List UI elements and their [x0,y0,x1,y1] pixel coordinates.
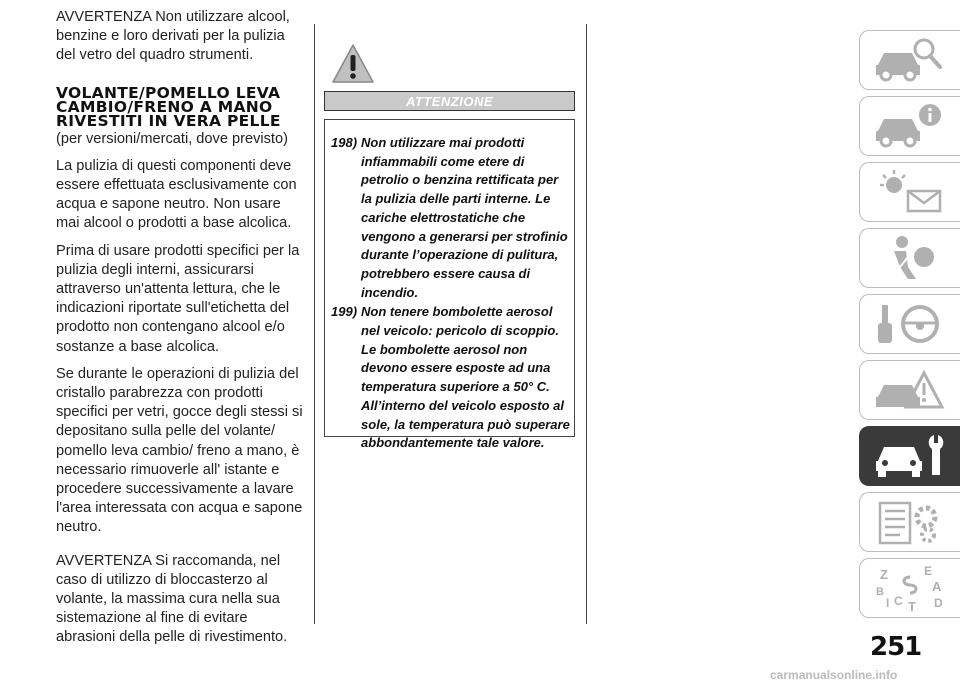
paragraph-steering-lock-warning: AVVERTENZA Si raccomanda, nel caso di utilizzo di bloccasterzo al volante, la massima cura nella sua sistemazione al fine di evitare abrasioni della pelle di rivestimento. [56,552,288,646]
section-heading [56,83,304,130]
paragraph-leather-cleaning: La pulizia di questi componenti deve essere effettuata esclusivamente con acqua e sapone neutro. Non usare mai alcool o prodotti a base alcolica. [56,157,297,232]
paragraph-windscreen-drops: Se durante le operazioni di pulizia del cristallo parabrezza con prodotti specifici per vetri, gocce degli stessi si depositano sulla pelle del volante/ pomello leva cambio/ freno a mano, è necessario rimuoverle all' istante e procedere successivamente a lavare l'area interessata con acqua e sapone neutro. [56,365,303,536]
tab-instrument-panel[interactable] [859,96,960,156]
alphabetical-index-icon [872,563,948,613]
tab-in-an-emergency[interactable] [859,360,960,420]
tab-safety[interactable] [859,228,960,288]
svg-text:A: A [932,579,942,594]
tab-warning-lights[interactable] [859,162,960,222]
warning-item-number: 199) [331,304,358,320]
warning-item [331,303,572,453]
airbag-passenger-icon [872,233,948,283]
tab-index[interactable] [859,558,960,618]
column-divider-left [314,24,315,624]
technical-data-icon [872,497,948,547]
svg-text:D: D [934,596,943,610]
warning-item-text: Non tenere bombolette aerosol nel veicolo: pericolo di scoppio. Le bombolette aerosol non devono essere esposte ad una temperatura superiore a 50° C. All’interno del veicolo esposto al sole, la temperatura può superare abbondantemente tale valore. [361,304,570,451]
warning-item-text: Non utilizzare mai prodotti infiammabili come etere di petrolio o benzina rettificata per la pulizia delle parti interne. Le cariche elettrostatiche che vengono a generarsi per strofinio durante l’operazione di pulitura, potrebbero essere causa di incendio. [361,135,568,300]
warning-title-bar: ATTENZIONE [324,91,575,111]
svg-text:T: T [908,599,916,613]
svg-text:B: B [876,586,884,598]
main-text-column [56,8,304,656]
watermark: carmanualsonline.info [770,668,898,682]
svg-text:E: E [924,564,933,578]
svg-text:I: I [886,596,890,610]
warning-item-number: 198) [331,135,358,150]
car-emergency-icon [872,365,948,415]
column-divider-right [586,24,587,624]
warning-lights-message-icon [872,167,948,217]
warning-item [331,134,572,302]
car-info-icon [872,101,948,151]
chapter-tabs-sidebar [859,30,960,624]
car-maintenance-icon [872,431,948,481]
heading-line-1: VOLANTE/POMELLO LEVA [56,83,281,102]
page-number: 251 [870,632,922,662]
tab-starting-driving[interactable] [859,294,960,354]
tab-servicing-and-care[interactable] [859,426,960,486]
tab-getting-to-know-car[interactable] [859,30,960,90]
heading-line-3: RIVESTITI IN VERA PELLE [56,111,281,130]
section-subheading: (per versioni/mercati, dove previsto) [56,130,288,147]
svg-text:Z: Z [880,567,888,582]
car-search-icon [872,35,948,85]
heading-line-2: CAMBIO/FRENO A MANO [56,97,273,116]
svg-text:C: C [894,594,903,608]
key-steering-wheel-icon [872,299,948,349]
warning-box [324,119,575,451]
tab-technical-specifications[interactable] [859,492,960,552]
warning-triangle-icon [331,42,375,86]
cleaning-warning-paragraph: AVVERTENZA Non utilizzare alcool, benzine e loro derivati per la pulizia del vetro del quadro strumenti. [56,9,290,64]
paragraph-product-check: Prima di usare prodotti specifici per la pulizia degli interni, assicurarsi attraverso un'attenta lettura, che le indicazioni riportate sull'etichetta del prodotto non contengano alcool e/o sostanze a base alcolica. [56,242,300,355]
